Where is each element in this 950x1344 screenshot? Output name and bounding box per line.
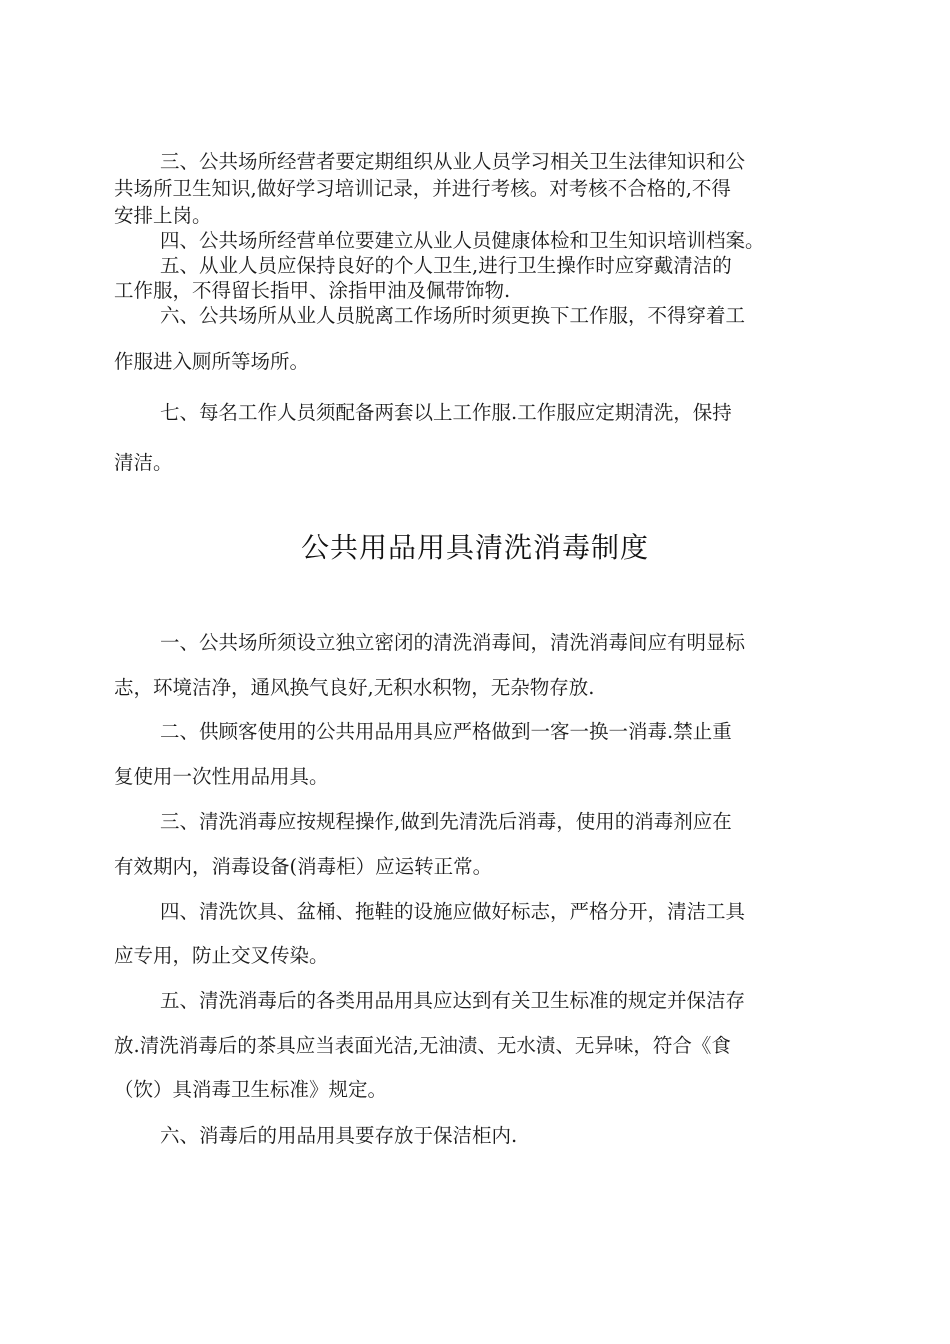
paragraph-line: 四、公共场所经营单位要建立从业人员健康体检和卫生知识培训档案。 [160, 229, 765, 252]
paragraph-line: 三、清洗消毒应按规程操作,做到先清洗后消毒，使用的消毒剂应在 [160, 810, 732, 833]
paragraph-line: 五、从业人员应保持良好的个人卫生,进行卫生操作时应穿戴清洁的 [160, 254, 732, 277]
paragraph-line: 七、每名工作人员须配备两套以上工作服.工作服应定期清洗，保持 [160, 401, 732, 424]
paragraph-line: 安排上岗。 [114, 204, 212, 227]
paragraph-line: 有效期内，消毒设备(消毒柜）应运转正常。 [114, 855, 493, 878]
paragraph-line: 工作服，不得留长指甲、涂指甲油及佩带饰物. [114, 279, 511, 302]
paragraph-line: 清洁。 [114, 451, 173, 474]
paragraph-line: 应专用，防止交叉传染。 [114, 944, 329, 967]
paragraph-line: 三、公共场所经营者要定期组织从业人员学习相关卫生法律知识和公 [160, 150, 746, 173]
paragraph-line: （饮）具消毒卫生标准》规定。 [114, 1078, 388, 1101]
paragraph-line: 五、清洗消毒后的各类用品用具应达到有关卫生标准的规定并保洁存 [160, 989, 746, 1012]
paragraph-line: 作服进入厕所等场所。 [114, 350, 310, 373]
paragraph-line: 一、公共场所须设立独立密闭的清洗消毒间，清洗消毒间应有明显标 [160, 631, 746, 654]
paragraph-line: 二、供顾客使用的公共用品用具应严格做到一客一换一消毒.禁止重 [160, 720, 732, 743]
section-title: 公共用品用具清洗消毒制度 [300, 531, 649, 564]
paragraph-line: 志，环境洁净，通风换气良好,无积水积物，无杂物存放. [114, 676, 595, 699]
paragraph-line: 复使用一次性用品用具。 [114, 765, 329, 788]
paragraph-line: 共场所卫生知识,做好学习培训记录，并进行考核。对考核不合格的,不得 [114, 177, 731, 200]
paragraph-line: 六、公共场所从业人员脱离工作场所时须更换下工作服，不得穿着工 [160, 304, 746, 327]
paragraph-line: 四、清洗饮具、盆桶、拖鞋的设施应做好标志，严格分开，清洁工具 [160, 900, 746, 923]
paragraph-line: 放.清洗消毒后的茶具应当表面光洁,无油渍、无水渍、无异味，符合《食 [114, 1034, 731, 1057]
paragraph-line: 六、消毒后的用品用具要存放于保洁柜内. [160, 1124, 518, 1147]
